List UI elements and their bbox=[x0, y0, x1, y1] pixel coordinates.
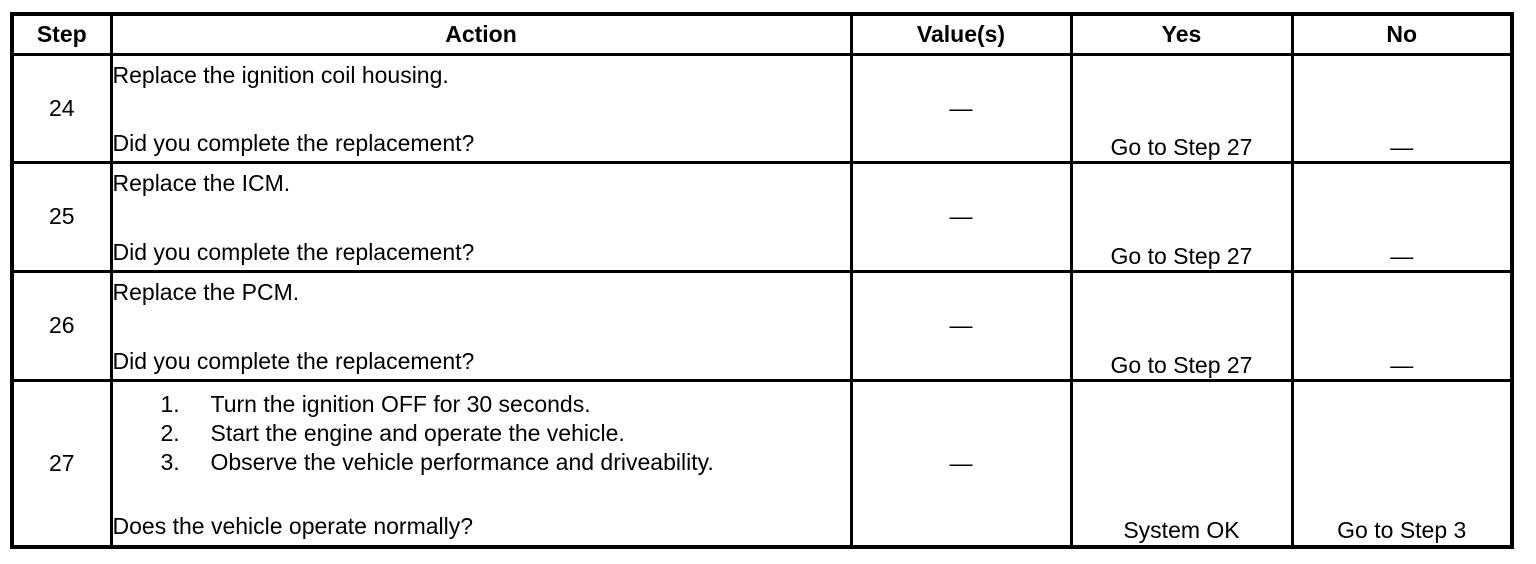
header-action: Action bbox=[111, 14, 851, 55]
step-number: 27 bbox=[12, 381, 111, 547]
action-cell bbox=[111, 272, 851, 381]
yes-cell: Go to Step 27 bbox=[1071, 163, 1292, 272]
table-row bbox=[12, 381, 1512, 547]
action-steps-list bbox=[113, 382, 850, 477]
step-number: 24 bbox=[12, 55, 111, 163]
action-cell bbox=[111, 55, 851, 163]
list-item-text: Turn the ignition OFF for 30 seconds. bbox=[210, 391, 591, 418]
action-cell bbox=[111, 381, 851, 547]
header-yes: Yes bbox=[1071, 14, 1292, 55]
header-values: Value(s) bbox=[851, 14, 1071, 55]
value-cell: — bbox=[851, 381, 1071, 547]
list-item-number: 1. bbox=[160, 391, 180, 418]
header-no: No bbox=[1292, 14, 1512, 55]
table-row bbox=[12, 55, 1512, 163]
action-text: Replace the PCM. bbox=[112, 279, 300, 306]
action-question: Did you complete the replacement? bbox=[112, 129, 475, 156]
table-row bbox=[12, 272, 1512, 381]
list-item-number: 3. bbox=[160, 449, 180, 476]
action-cell bbox=[111, 163, 851, 272]
step-number: 26 bbox=[12, 272, 111, 381]
diagnostic-table bbox=[10, 12, 1514, 549]
value-cell: — bbox=[851, 272, 1071, 381]
list-item bbox=[161, 448, 850, 477]
action-text: Replace the ignition coil housing. bbox=[112, 62, 449, 88]
header-row bbox=[12, 14, 1512, 55]
step-number: 25 bbox=[12, 163, 111, 272]
no-cell: — bbox=[1292, 55, 1512, 163]
no-cell: — bbox=[1292, 163, 1512, 272]
list-item-text: Observe the vehicle performance and driveability. bbox=[210, 449, 714, 476]
value-cell: — bbox=[851, 163, 1071, 272]
action-question: Does the vehicle operate normally? bbox=[112, 513, 474, 540]
header-step: Step bbox=[12, 14, 111, 55]
no-cell: — bbox=[1292, 272, 1512, 381]
list-item-text: Start the engine and operate the vehicle. bbox=[210, 420, 625, 447]
yes-cell: Go to Step 27 bbox=[1071, 55, 1292, 163]
yes-cell: Go to Step 27 bbox=[1071, 272, 1292, 381]
action-question: Did you complete the replacement? bbox=[112, 347, 475, 374]
yes-cell: System OK bbox=[1071, 381, 1292, 547]
action-question: Did you complete the replacement? bbox=[112, 238, 475, 265]
list-item bbox=[161, 419, 850, 448]
no-cell: Go to Step 3 bbox=[1292, 381, 1512, 547]
value-cell: — bbox=[851, 55, 1071, 163]
list-item bbox=[161, 390, 850, 419]
table-row bbox=[12, 163, 1512, 272]
list-item-number: 2. bbox=[160, 420, 180, 447]
action-text: Replace the ICM. bbox=[112, 170, 291, 197]
